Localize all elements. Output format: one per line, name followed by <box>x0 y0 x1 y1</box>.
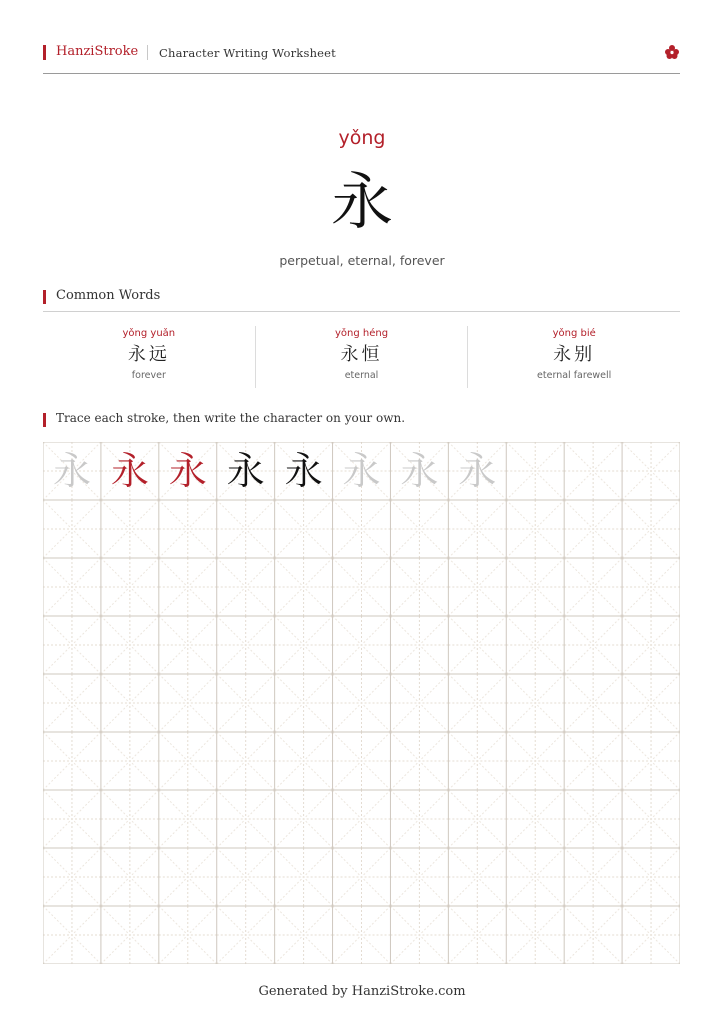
character-pinyin: yǒng <box>338 127 386 149</box>
word-english: forever <box>131 370 166 381</box>
stroke-step-char: 永 <box>284 449 323 493</box>
character-meaning: perpetual, eternal, forever <box>279 253 445 268</box>
stroke-step-char: 永 <box>342 449 381 493</box>
word-pinyin: yǒng bié <box>552 328 596 339</box>
stroke-step-char: 永 <box>110 449 149 493</box>
common-words-list <box>43 326 680 388</box>
stroke-step-char: 永 <box>168 449 207 493</box>
brand-accent-bar <box>43 45 46 60</box>
word-hanzi: 永别 <box>553 344 596 365</box>
character-hero <box>0 125 724 268</box>
practice-grid[interactable] <box>43 442 680 964</box>
worksheet-title: Character Writing Worksheet <box>159 46 337 60</box>
word-hanzi: 永恒 <box>340 344 383 365</box>
stroke-step-char: 永 <box>226 449 265 493</box>
word-card <box>43 326 255 388</box>
common-words-title: Common Words <box>56 288 161 303</box>
stroke-step-char: 永 <box>52 449 91 493</box>
practice-instruction: Trace each stroke, then write the character on your own. <box>56 411 406 425</box>
word-pinyin: yǒng héng <box>334 328 389 339</box>
word-english: eternal farewell <box>537 370 612 381</box>
word-card <box>467 326 680 388</box>
section-accent-bar <box>43 413 46 427</box>
section-accent-bar <box>43 290 46 304</box>
grid-lines <box>43 442 680 964</box>
header-separator <box>147 45 148 60</box>
worksheet-header <box>43 42 680 74</box>
word-card <box>255 326 468 388</box>
word-hanzi: 永远 <box>127 344 170 365</box>
character-hanzi: 永 <box>330 165 393 238</box>
brand-name[interactable]: HanziStroke <box>56 44 139 59</box>
stroke-step-char: 永 <box>458 449 497 493</box>
stroke-step-char: 永 <box>400 449 439 493</box>
flower-logo-icon <box>664 44 680 60</box>
word-pinyin: yǒng yuǎn <box>122 328 176 339</box>
section-divider <box>43 311 680 312</box>
footer-credit: Generated by HanziStroke.com <box>258 984 466 999</box>
word-english: eternal <box>344 370 379 381</box>
